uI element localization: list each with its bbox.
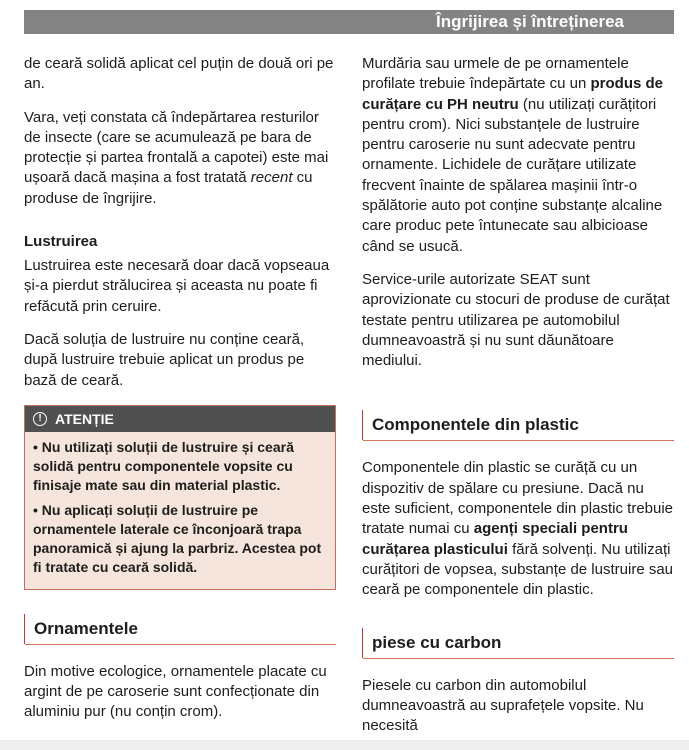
warning-item: • Nu aplicați soluții de lustruire pe ornamentele laterale ce înconjoară trapa panoramică și ajung la parbriz. Acestea pot fi tratate cu ceară solidă. xyxy=(33,501,322,575)
paragraph-plastic xyxy=(362,458,674,600)
bold-text: agenți speciali pentru curățarea plasticului xyxy=(362,520,628,558)
text-segment: (nu utilizați curățitori pentru crom). Nici substanțele de lustruire pentru caroserie nu sunt adecvate pentru ornamente. Lichidele de curățare utilizate frecvent înainte de spălarea mașinii într-o spălătorie auto pot conține substanțe alcaline care produc pete întunecate sau albicioase când se usucă. xyxy=(362,95,663,255)
page-bottom-strip xyxy=(0,740,689,750)
text-segment: cu produse de îngrijire. xyxy=(24,169,313,207)
warning-body xyxy=(25,432,335,589)
warning-icon: ! xyxy=(33,412,47,426)
section-title-carbon: piese cu carbon xyxy=(362,628,674,658)
paragraph-ornaments: Din motive ecologice, ornamentele placate cu argint de pe caroserie sunt confecționate din aluminiu pur (nu conțin crom). xyxy=(24,662,327,721)
text-segment: Vara, veți constata că îndepărtarea resturilor de insecte (care se acumulează pe bara de protecție și partea frontală a capotei) este mai ușoară dacă mașina a fost tratată xyxy=(24,108,329,187)
paragraph-insects xyxy=(24,108,336,209)
italic-text: recent xyxy=(250,169,293,187)
section-title-ornamentele: Ornamentele xyxy=(24,614,336,644)
paragraph-ornament-cleaning xyxy=(362,54,674,257)
section-title-plastic: Componentele din plastic xyxy=(362,410,674,440)
paragraph-carbon: Piesele cu carbon din automobilul dumneavoastră au suprafețele vopsite. Nu necesită xyxy=(362,676,644,735)
chapter-header xyxy=(24,10,674,34)
text-segment: fără solvenți. Nu utilizați curățitori de vopsea, substanțe de lustruire sau ceară pe componentele din plastic. xyxy=(362,540,674,599)
text-segment: Componentele din plastic se curăță cu un dispozitiv de spălare cu presiune. Dacă nu este suficient, componentele din plastic trebuie tratate numai cu xyxy=(362,459,674,538)
paragraph-wax-frequency: de ceară solidă aplicat cel puțin de două ori pe an. xyxy=(24,55,334,93)
left-column xyxy=(24,54,336,736)
paragraph-seat-service: Service-urile autorizate SEAT sunt aprovizionate cu stocuri de produse de curățat testate pentru utilizarea pe automobilul dumneavoastră și nu sunt dăunătoare mediului. xyxy=(362,270,670,370)
warning-title: ATENȚIE xyxy=(55,410,114,427)
subheading-lustruirea: Lustruirea xyxy=(24,233,98,251)
paragraph-polishing: Lustruirea este necesară doar dacă vopseaua și-a pierdut strălucirea și aceasta nu poate fi refăcută prin ceruire. xyxy=(24,257,330,315)
text-segment: Murdăria sau urmele de pe ornamentele profilate trebuie îndepărtate cu un xyxy=(362,55,629,93)
warning-header xyxy=(25,406,335,432)
warning-box xyxy=(24,405,336,590)
right-column xyxy=(362,54,674,749)
chapter-title: Îngrijirea și întreținerea xyxy=(435,12,624,31)
warning-item: • Nu utilizați soluții de lustruire și ceară solidă pentru componentele vopsite cu finisaje mate sau din material plastic. xyxy=(33,438,294,493)
bold-text: produs de curățare cu PH neutru xyxy=(362,75,664,113)
paragraph-polish-wax: Dacă soluția de lustruire nu conține ceară, după lustruire trebuie aplicat un produs pe bază de ceară. xyxy=(24,330,305,389)
